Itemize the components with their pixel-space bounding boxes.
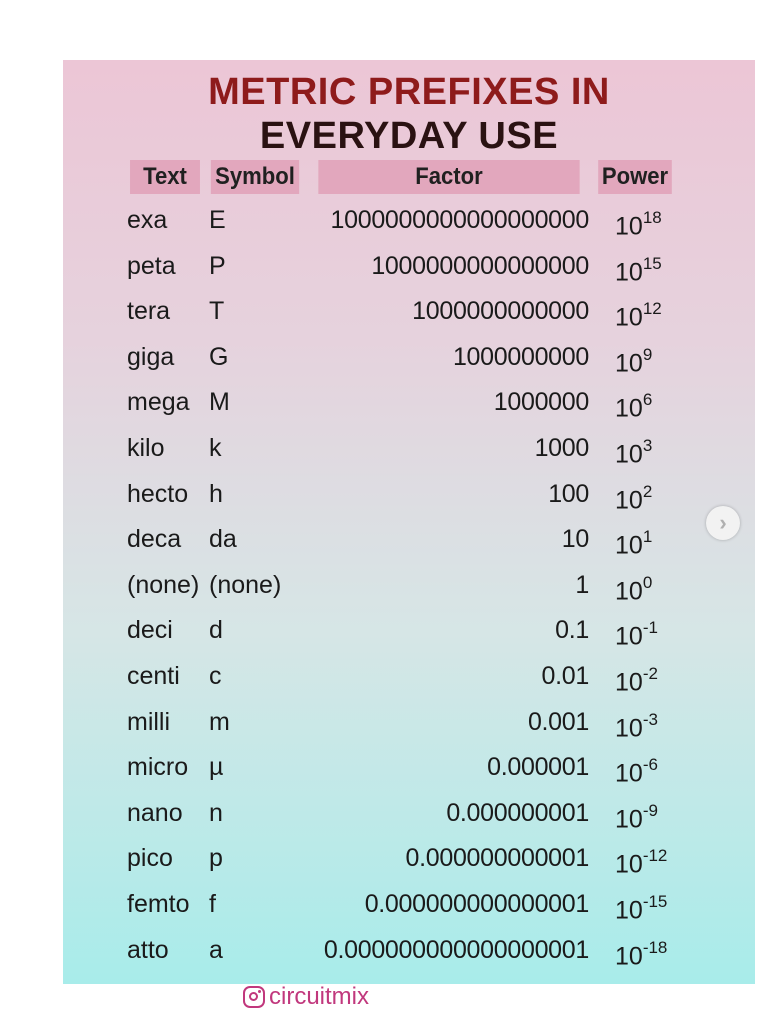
table-row — [63, 790, 755, 836]
power-base: 10 — [615, 896, 643, 925]
prefix-symbol: h — [209, 479, 223, 508]
power-base: 10 — [615, 303, 643, 332]
prefix-factor: 1000 — [534, 434, 589, 462]
power-exponent: 15 — [642, 253, 662, 273]
table-row — [63, 334, 755, 380]
prefix-name: tera — [127, 297, 171, 326]
prefix-symbol: P — [209, 251, 226, 280]
prefix-factor: 0.01 — [541, 662, 589, 690]
power-exponent: -1 — [642, 618, 658, 638]
table-row — [63, 927, 755, 973]
prefix-name: nano — [127, 798, 183, 827]
power-base: 10 — [615, 805, 643, 834]
power-exponent: 6 — [642, 390, 653, 410]
prefix-name: micro — [127, 753, 189, 782]
instagram-icon — [243, 986, 265, 1008]
prefix-symbol: E — [209, 206, 226, 234]
power-base: 10 — [615, 440, 643, 469]
power-base: 10 — [615, 349, 643, 378]
power-exponent: 1 — [642, 527, 653, 547]
table-row — [63, 425, 755, 471]
prefix-name: milli — [127, 707, 171, 736]
prefix-symbol: c — [209, 662, 222, 690]
prefix-power — [615, 699, 658, 751]
table-row — [63, 699, 755, 745]
prefix-symbol: a — [209, 935, 223, 964]
power-base: 10 — [615, 531, 643, 560]
prefix-symbol: M — [209, 388, 230, 417]
prefix-power — [615, 927, 667, 979]
table-row — [63, 881, 755, 927]
prefix-factor: 1000000000000 — [412, 297, 589, 326]
prefix-symbol: (none) — [209, 570, 282, 599]
watermark — [243, 982, 369, 1012]
prefix-name: hecto — [127, 479, 189, 508]
prefix-name: femto — [127, 890, 190, 918]
header-factor: Factor — [318, 160, 579, 194]
prefix-factor: 0.001 — [527, 707, 589, 736]
table-row — [63, 607, 755, 653]
power-exponent: -9 — [642, 800, 658, 820]
chevron-right-icon: › — [719, 510, 727, 535]
prefix-name: deca — [127, 525, 182, 554]
prefix-power — [615, 790, 658, 842]
prefix-power — [615, 835, 667, 887]
prefix-factor: 0.000000000000001 — [364, 890, 589, 918]
prefix-factor: 0.1 — [555, 616, 589, 645]
table-row — [63, 288, 755, 334]
prefix-power — [615, 243, 662, 295]
prefix-power — [615, 379, 652, 431]
power-base: 10 — [615, 577, 643, 606]
power-exponent: -12 — [642, 846, 668, 866]
prefix-power — [615, 471, 652, 523]
table-row — [63, 243, 755, 289]
prefix-power — [615, 334, 652, 386]
next-button[interactable] — [706, 506, 740, 540]
power-exponent: -2 — [642, 664, 658, 683]
prefix-factor: 1000000000000000 — [371, 251, 589, 280]
table-row — [63, 197, 755, 243]
prefix-name: kilo — [127, 434, 165, 462]
table-row — [63, 835, 755, 881]
prefix-symbol: µ — [209, 753, 224, 782]
prefix-name: (none) — [127, 570, 200, 599]
prefix-symbol: n — [209, 798, 223, 827]
prefix-factor: 1 — [575, 570, 589, 599]
prefix-symbol: p — [209, 844, 223, 873]
header-text: Text — [130, 160, 200, 194]
prefix-factor: 10 — [561, 525, 589, 554]
power-base: 10 — [615, 668, 643, 697]
power-base: 10 — [615, 485, 643, 514]
prefix-power — [615, 562, 652, 614]
prefix-power — [615, 197, 662, 249]
prefix-name: deci — [127, 616, 173, 645]
prefix-factor: 0.000000000001 — [405, 844, 589, 873]
prefix-factor: 0.000000000000000001 — [323, 935, 589, 964]
power-exponent: -18 — [642, 937, 668, 957]
prefix-name: centi — [127, 662, 180, 690]
power-exponent: -6 — [642, 755, 658, 775]
table-row — [63, 653, 755, 699]
power-exponent: 9 — [642, 344, 653, 364]
header-power: Power — [598, 160, 672, 194]
power-exponent: -3 — [642, 709, 658, 729]
prefix-name: exa — [127, 206, 168, 234]
power-base: 10 — [615, 759, 643, 788]
prefix-power — [615, 881, 667, 933]
prefix-power — [615, 653, 658, 705]
infographic-card — [63, 60, 755, 1010]
power-base: 10 — [615, 394, 643, 423]
power-exponent: -15 — [642, 892, 668, 911]
power-exponent: 3 — [642, 436, 653, 455]
prefix-symbol: G — [209, 342, 229, 371]
power-base: 10 — [615, 257, 643, 286]
power-base: 10 — [615, 622, 643, 651]
table-row — [63, 379, 755, 425]
prefix-power — [615, 744, 658, 796]
watermark-text: circuitmix — [269, 983, 369, 1010]
power-base: 10 — [615, 850, 643, 879]
prefix-symbol: m — [209, 707, 230, 736]
prefix-factor: 0.000001 — [487, 753, 589, 782]
table-row — [63, 516, 755, 562]
table-row — [63, 471, 755, 517]
prefix-power — [615, 607, 658, 659]
prefix-power — [615, 288, 662, 340]
prefix-name: pico — [127, 844, 173, 873]
power-base: 10 — [615, 941, 643, 970]
table-row — [63, 744, 755, 790]
title-line-2: EVERYDAY USE — [259, 115, 559, 157]
prefix-factor: 1000000000 — [452, 342, 589, 371]
power-exponent: 18 — [642, 208, 662, 227]
prefix-symbol: d — [209, 616, 223, 645]
prefix-symbol: f — [209, 890, 216, 918]
prefix-symbol: da — [209, 525, 237, 554]
power-base: 10 — [615, 713, 643, 742]
table-row — [63, 562, 755, 608]
prefix-name: atto — [127, 935, 169, 964]
prefix-power — [615, 516, 652, 568]
prefix-name: mega — [127, 388, 190, 417]
power-exponent: 2 — [642, 481, 653, 501]
prefix-name: peta — [127, 251, 176, 280]
prefix-symbol: T — [209, 297, 225, 326]
header-symbol: Symbol — [211, 160, 299, 194]
prefix-factor: 100 — [548, 479, 589, 508]
power-base: 10 — [615, 212, 643, 241]
prefix-name: giga — [127, 342, 175, 371]
title-line-1: METRIC PREFIXES IN — [208, 71, 610, 113]
power-exponent: 12 — [642, 299, 662, 319]
prefix-symbol: k — [209, 434, 222, 462]
power-exponent: 0 — [642, 572, 653, 592]
prefix-factor: 0.000000001 — [446, 798, 589, 827]
prefix-factor: 1000000 — [493, 388, 589, 417]
prefix-power — [615, 425, 652, 477]
prefix-factor: 1000000000000000000 — [330, 206, 589, 234]
